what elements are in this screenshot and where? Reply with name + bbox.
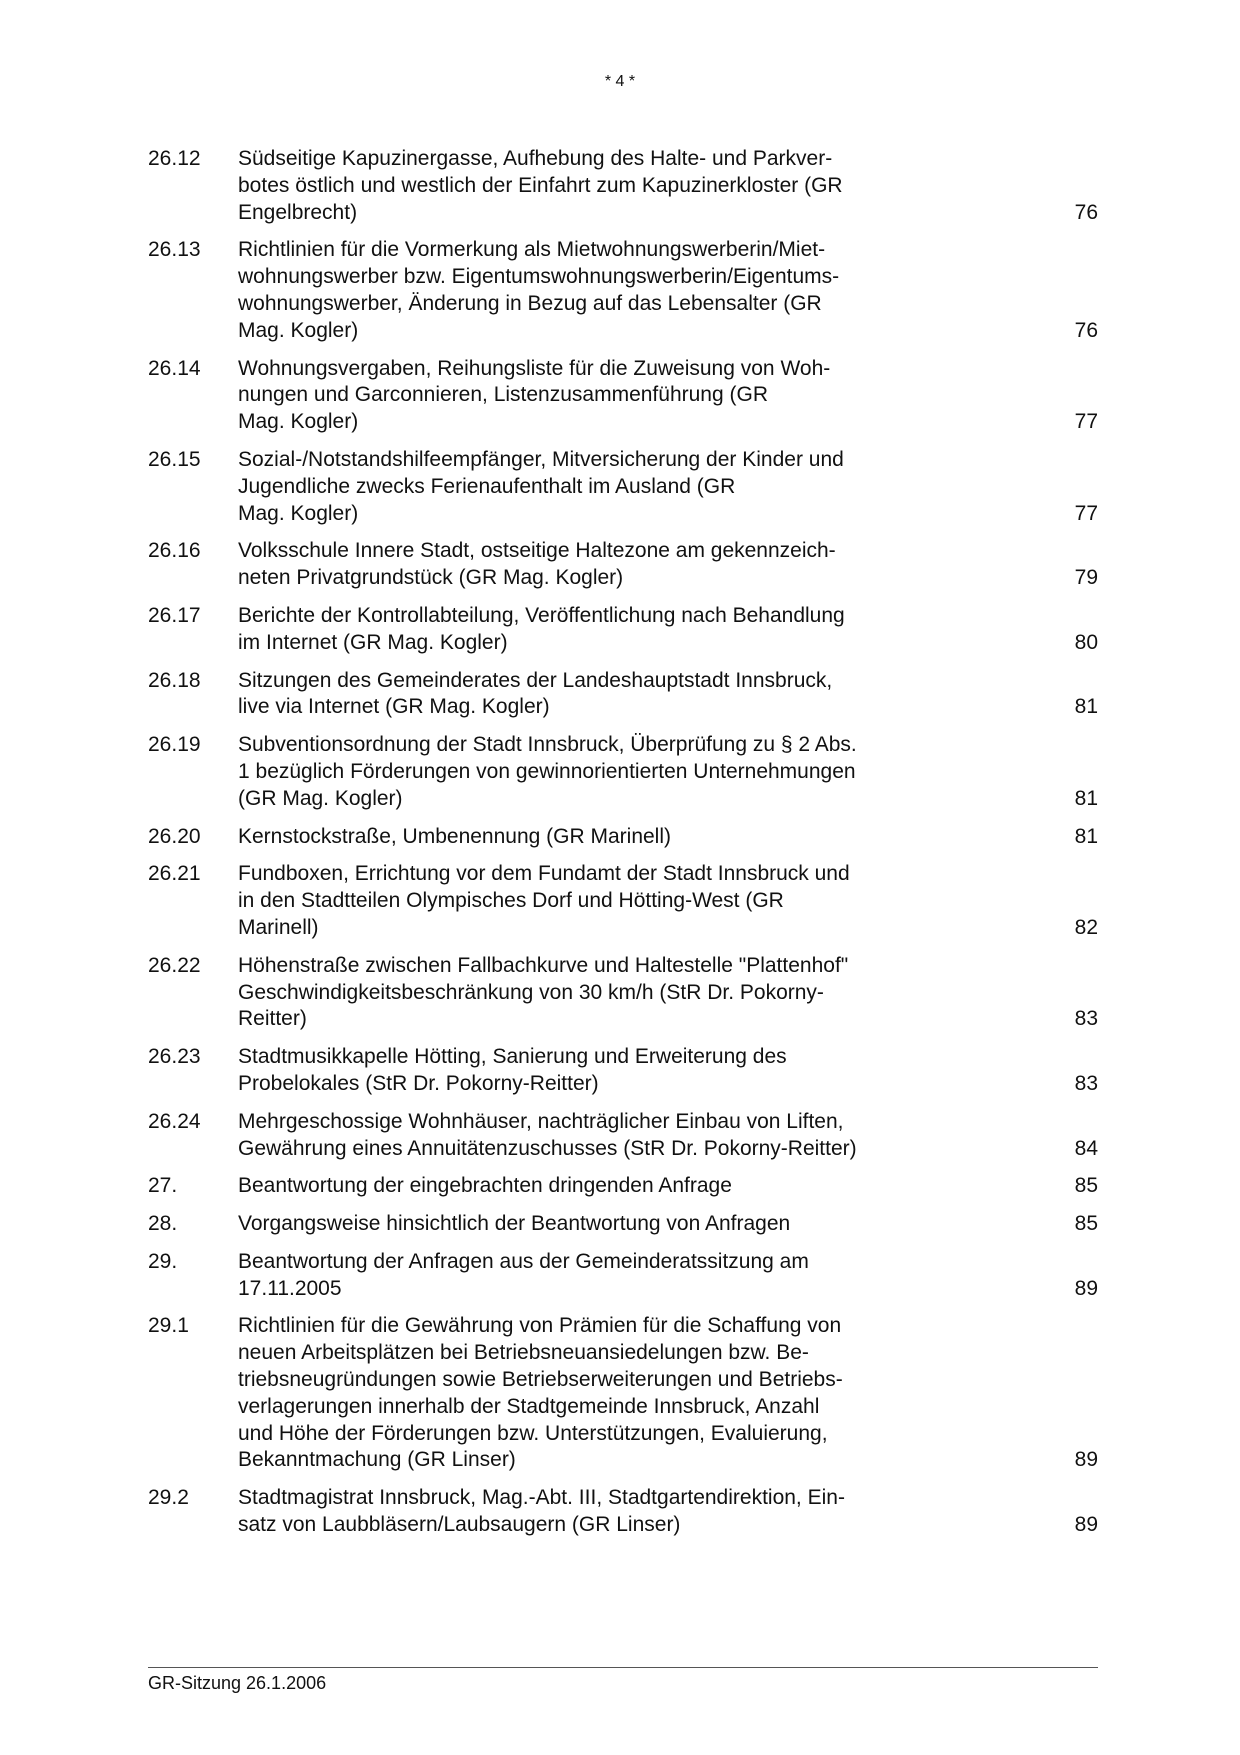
toc-entry-title-line: Geschwindigkeitsbeschränkung von 30 km/h (StR Dr. Pokorny- xyxy=(238,980,824,1004)
toc-entry-title xyxy=(238,1313,938,1474)
toc-entry-title xyxy=(238,732,938,812)
toc-entry-number: 28. xyxy=(148,1212,178,1236)
toc-entry-title-line: verlagerungen innerhalb der Stadtgemeinde Innsbruck, Anzahl xyxy=(238,1394,820,1418)
toc-entry xyxy=(148,732,1098,812)
page-number: * 4 * xyxy=(604,73,636,90)
toc-entry-number: 26.13 xyxy=(148,238,201,262)
toc-entry xyxy=(148,538,1098,592)
toc-entry-number: 26.24 xyxy=(148,1109,201,1133)
toc-entry xyxy=(148,237,1098,344)
toc-entry-title-line: Mag. Kogler) xyxy=(238,410,359,434)
toc-entry-title xyxy=(238,1044,938,1098)
toc-entry-title xyxy=(238,237,938,344)
toc-entry-number: 29.1 xyxy=(148,1314,189,1338)
toc-entry-title-line: 1 bezüglich Förderungen von gewinnorientierten Unternehmungen xyxy=(238,759,856,783)
toc-entry-title xyxy=(238,146,938,226)
toc-entry-title-line: Marinell) xyxy=(238,915,319,939)
toc-entry-title-line: (GR Mag. Kogler) xyxy=(238,786,403,810)
toc-entry-title-line: nungen und Garconnieren, Listenzusammenführung (GR xyxy=(238,383,768,407)
toc-entry-title xyxy=(238,603,938,657)
toc-entry-title xyxy=(238,668,938,722)
toc-entry-title-line: neuen Arbeitsplätzen bei Betriebsneuansiedelungen bzw. Be- xyxy=(238,1341,809,1365)
toc-entry-title xyxy=(238,1211,938,1238)
toc-entry xyxy=(148,1249,1098,1303)
toc-entry-title-line: Beantwortung der eingebrachten dringenden Anfrage xyxy=(238,1174,732,1198)
toc-entry-title-line: Jugendliche zwecks Ferienaufenthalt im Ausland (GR xyxy=(238,474,736,498)
toc-entry-page-number: 89 xyxy=(1074,1513,1098,1537)
toc-entry-number: 26.21 xyxy=(148,862,201,886)
toc-entry-page-number: 84 xyxy=(1074,1136,1098,1160)
toc-entry-title-line: Berichte der Kontrollabteilung, Veröffentlichung nach Behandlung xyxy=(238,603,845,627)
toc-entry xyxy=(148,1109,1098,1163)
toc-entry-number: 27. xyxy=(148,1174,178,1198)
footer-divider xyxy=(148,1667,1098,1668)
toc-entry-title xyxy=(238,356,938,436)
toc-entry-title xyxy=(238,447,938,527)
toc-entry-title xyxy=(238,1249,938,1303)
toc-entry-title xyxy=(238,953,938,1033)
toc-entry-number: 26.16 xyxy=(148,539,201,563)
toc-entry xyxy=(148,668,1098,722)
toc-entry-title xyxy=(238,1173,938,1200)
toc-entry-title-line: Probelokales (StR Dr. Pokorny-Reitter) xyxy=(238,1071,599,1095)
toc-entry-title-line: Beantwortung der Anfragen aus der Gemeinderatssitzung am xyxy=(238,1249,809,1273)
toc-entry-number: 26.19 xyxy=(148,733,201,757)
toc-entry-page-number: 77 xyxy=(1074,501,1098,525)
toc-entry xyxy=(148,1211,1098,1238)
toc-entry-number: 29.2 xyxy=(148,1486,189,1510)
footer-text: GR-Sitzung 26.1.2006 xyxy=(148,1673,327,1693)
toc-entry xyxy=(148,447,1098,527)
toc-entry-title-line: neten Privatgrundstück (GR Mag. Kogler) xyxy=(238,566,624,590)
toc-entry-title-line: Sozial-/Notstandshilfeempfänger, Mitversicherung der Kinder und xyxy=(238,447,844,471)
toc-entry-title-line: triebsneugründungen sowie Betriebserweiterungen und Betriebs- xyxy=(238,1368,843,1392)
toc-entry-title-line: live via Internet (GR Mag. Kogler) xyxy=(238,695,550,719)
toc-entry-page-number: 89 xyxy=(1074,1448,1098,1472)
toc-entry xyxy=(148,861,1098,941)
toc-entry-title-line: Volksschule Innere Stadt, ostseitige Haltezone am gekennzeich- xyxy=(238,539,836,563)
toc-entry-page-number: 76 xyxy=(1074,200,1098,224)
toc-entry xyxy=(148,1313,1098,1474)
toc-entry-title-line: in den Stadtteilen Olympisches Dorf und Hötting-West (GR xyxy=(238,889,784,913)
toc-entry xyxy=(148,603,1098,657)
toc-entry-title-line: Sitzungen des Gemeinderates der Landeshauptstadt Innsbruck, xyxy=(238,668,833,692)
toc-entry-page-number: 81 xyxy=(1074,824,1098,848)
toc-entry-title-line: Fundboxen, Errichtung vor dem Fundamt der Stadt Innsbruck und xyxy=(238,862,850,886)
toc-entry-page-number: 89 xyxy=(1074,1276,1098,1300)
toc-entry-title-line: Mag. Kogler) xyxy=(238,501,359,525)
toc-entry-title-line: Richtlinien für die Gewährung von Prämien für die Schaffung von xyxy=(238,1314,842,1338)
toc-entry-title xyxy=(238,538,938,592)
toc-entry-page-number: 83 xyxy=(1074,1007,1098,1031)
toc-entry xyxy=(148,1485,1098,1539)
toc-entry-title-line: Gewährung eines Annuitätenzuschusses (StR Dr. Pokorny-Reitter) xyxy=(238,1136,857,1160)
toc-entry-number: 26.12 xyxy=(148,147,201,170)
toc-entry xyxy=(148,1173,1098,1200)
toc-entry-number: 26.22 xyxy=(148,953,201,977)
toc-entry xyxy=(148,1044,1098,1098)
toc-entry-page-number: 77 xyxy=(1074,410,1098,434)
toc-entry xyxy=(148,953,1098,1033)
toc-entry-title-line: 17.11.2005 xyxy=(238,1276,342,1300)
toc-entry-title-line: Vorgangsweise hinsichtlich der Beantwortung von Anfragen xyxy=(238,1212,791,1236)
toc-entry-title-line: Subventionsordnung der Stadt Innsbruck, Überprüfung zu § 2 Abs. xyxy=(238,733,857,757)
toc-entry-number: 26.14 xyxy=(148,356,201,380)
table-of-contents xyxy=(148,146,1098,1550)
toc-entry-title xyxy=(238,1109,938,1163)
toc-entry-title-line: wohnungswerber, Änderung in Bezug auf das Lebensalter (GR xyxy=(238,291,822,315)
toc-entry-number: 26.23 xyxy=(148,1045,201,1069)
toc-entry-title-line: Mag. Kogler) xyxy=(238,318,359,342)
toc-entry-title-line: und Höhe der Förderungen bzw. Unterstützungen, Evaluierung, xyxy=(238,1421,828,1445)
toc-entry-page-number: 76 xyxy=(1074,318,1098,342)
toc-entry-title-line: Wohnungsvergaben, Reihungsliste für die Zuweisung von Woh- xyxy=(238,356,831,380)
toc-entry-title xyxy=(238,824,938,851)
toc-entry xyxy=(148,146,1098,226)
toc-entry-page-number: 81 xyxy=(1074,786,1098,810)
toc-entry-page-number: 85 xyxy=(1074,1174,1098,1198)
toc-entry-title-line: im Internet (GR Mag. Kogler) xyxy=(238,630,508,654)
toc-entry xyxy=(148,356,1098,436)
toc-entry-title-line: Höhenstraße zwischen Fallbachkurve und Haltestelle "Plattenhof" xyxy=(238,953,849,977)
toc-entry-title-line: satz von Laubbläsern/Laubsaugern (GR Linser) xyxy=(238,1513,681,1537)
toc-entry xyxy=(148,824,1098,851)
toc-entry-title-line: Kernstockstraße, Umbenennung (GR Marinell) xyxy=(238,824,672,848)
toc-entry-page-number: 83 xyxy=(1074,1071,1098,1095)
toc-entry-title-line: Bekanntmachung (GR Linser) xyxy=(238,1448,516,1472)
toc-entry-title-line: Richtlinien für die Vormerkung als Mietwohnungswerberin/Miet- xyxy=(238,238,826,262)
toc-entry-number: 26.20 xyxy=(148,824,201,848)
toc-entry-number: 26.18 xyxy=(148,668,201,692)
toc-entry-page-number: 81 xyxy=(1074,695,1098,719)
toc-entry-title xyxy=(238,1485,938,1539)
toc-entry-number: 26.17 xyxy=(148,603,201,627)
toc-entry-title-line: Mehrgeschossige Wohnhäuser, nachträglicher Einbau von Liften, xyxy=(238,1109,844,1133)
toc-entry-number: 26.15 xyxy=(148,447,201,471)
toc-entry-title-line: Reitter) xyxy=(238,1007,307,1031)
toc-entry-title-line: Stadtmagistrat Innsbruck, Mag.-Abt. III, Stadtgartendirektion, Ein- xyxy=(238,1486,845,1510)
toc-entry-page-number: 85 xyxy=(1074,1212,1098,1236)
toc-entry-number: 29. xyxy=(148,1249,178,1273)
toc-entry-title xyxy=(238,861,938,941)
toc-entry-title-line: Stadtmusikkapelle Hötting, Sanierung und Erweiterung des xyxy=(238,1045,787,1069)
toc-entry-title-line: Engelbrecht) xyxy=(238,200,358,224)
toc-entry-title-line: Südseitige Kapuzinergasse, Aufhebung des Halte- und Parkver- xyxy=(238,147,833,170)
toc-entry-title-line: wohnungswerber bzw. Eigentumswohnungswerberin/Eigentums- xyxy=(238,265,840,289)
toc-entry-page-number: 82 xyxy=(1074,915,1098,939)
toc-entry-page-number: 79 xyxy=(1074,566,1098,590)
toc-entry-title-line: botes östlich und westlich der Einfahrt zum Kapuzinerkloster (GR xyxy=(238,173,843,197)
toc-entry-page-number: 80 xyxy=(1074,630,1098,654)
